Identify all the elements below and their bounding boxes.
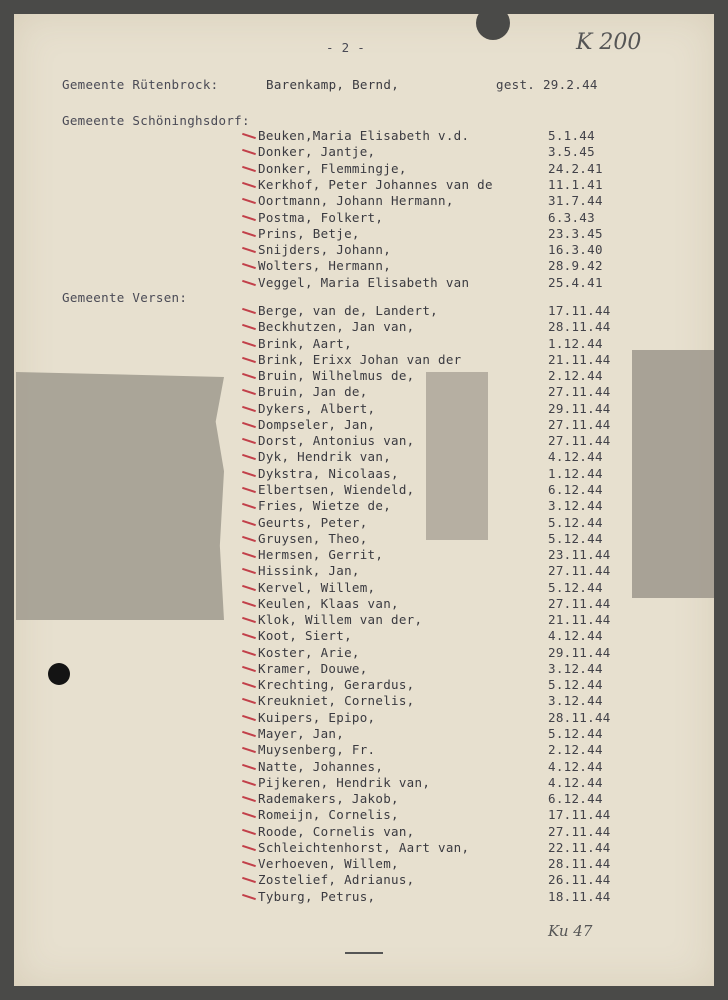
entry-name: Hermsen, Gerrit,	[258, 547, 384, 563]
entry-name: Geurts, Peter,	[258, 514, 368, 530]
entry-date: 22.11.44	[548, 839, 611, 855]
entry-date: 2.12.44	[548, 368, 603, 384]
entry-name: Postma, Folkert,	[258, 209, 384, 225]
entry-name: Berge, van de, Landert,	[258, 303, 438, 318]
entry-name: Dykers, Albert,	[258, 400, 376, 416]
entry-name: Pijkeren, Hendrik van,	[258, 774, 431, 790]
entry-date: 3.5.45	[548, 144, 595, 160]
entry-name: Koster, Arie,	[258, 644, 360, 660]
entry-date: 24.2.41	[548, 160, 603, 176]
entry-name: Wolters, Hermann,	[258, 258, 392, 274]
entry-name: Donker, Jantje,	[258, 144, 376, 160]
entry-date: 29.11.44	[548, 400, 611, 416]
entry-name: Dompseler, Jan,	[258, 416, 376, 432]
punch-hole	[48, 663, 70, 685]
entry-name: Krechting, Gerardus,	[258, 677, 415, 693]
entry-date: 5.12.44	[548, 514, 603, 530]
entry-date: 26.11.44	[548, 872, 611, 888]
entry-date: 25.4.41	[548, 274, 603, 290]
entry-name: Mayer, Jan,	[258, 726, 345, 742]
entry-date: 28.9.42	[548, 258, 603, 274]
entry-date: 5.12.44	[548, 677, 603, 693]
entry-date: 28.11.44	[548, 856, 611, 872]
entry-name: Barenkamp, Bernd,	[266, 77, 400, 92]
entry-date: 27.11.44	[548, 563, 611, 579]
handwritten-signature: Ku 47	[548, 922, 593, 940]
entry-date: 1.12.44	[548, 335, 603, 351]
entry-name: Fries, Wietze de,	[258, 498, 392, 514]
entry-name: Hissink, Jan,	[258, 563, 360, 579]
entry-date: 27.11.44	[548, 433, 611, 449]
entry-date: 3.12.44	[548, 693, 603, 709]
entry-name: Klok, Willem van der,	[258, 612, 423, 628]
entry-name: Natte, Johannes,	[258, 758, 384, 774]
entry-date: 4.12.44	[548, 628, 603, 644]
entry-name: Kramer, Douwe,	[258, 660, 368, 676]
entry-name: Dyk, Hendrik van,	[258, 449, 392, 465]
entry-date: 27.11.44	[548, 823, 611, 839]
entry-date: 16.3.40	[548, 242, 603, 258]
entry-name: Dykstra, Nicolaas,	[258, 465, 399, 481]
entry-name: Bruin, Wilhelmus de,	[258, 368, 415, 384]
entry-name: Kuipers, Epipo,	[258, 709, 376, 725]
entry-date: 6.12.44	[548, 791, 603, 807]
entry-date: 4.12.44	[548, 449, 603, 465]
entry-date: 5.12.44	[548, 579, 603, 595]
entry-date: 31.7.44	[548, 193, 603, 209]
entry-date: 21.11.44	[548, 351, 611, 367]
section-heading: Gemeente Schöninghsdorf:	[62, 113, 250, 128]
entry-date: 28.11.44	[548, 319, 611, 335]
entry-date: 28.11.44	[548, 709, 611, 725]
entry-name: Zostelief, Adrianus,	[258, 872, 415, 888]
entry-name: Oortmann, Johann Hermann,	[258, 193, 454, 209]
entry-date: 27.11.44	[548, 384, 611, 400]
tape-strip-left	[16, 372, 224, 620]
entry-date: 5.12.44	[548, 530, 603, 546]
entry-name: Rademakers, Jakob,	[258, 791, 399, 807]
entry-name: Kreukniet, Cornelis,	[258, 693, 415, 709]
entry-name: Schleichtenhorst, Aart van,	[258, 839, 470, 855]
entry-date: 17.11.44	[548, 807, 611, 823]
entry-name: Veggel, Maria Elisabeth van	[258, 274, 470, 290]
page-number: - 2 -	[326, 40, 366, 55]
entry-name: Snijders, Johann,	[258, 242, 392, 258]
entry-date: gest. 29.2.44	[496, 77, 598, 92]
entry-name: Donker, Flemmingje,	[258, 160, 407, 176]
entry-name: Bruin, Jan de,	[258, 384, 368, 400]
entry-name: Elbertsen, Wiendeld,	[258, 481, 415, 497]
section-heading: Gemeente Versen:	[62, 290, 188, 305]
entry-name: Gruysen, Theo,	[258, 530, 368, 546]
entry-date: 1.12.44	[548, 465, 603, 481]
entry-date: 29.11.44	[548, 644, 611, 660]
entry-name: Beuken,Maria Elisabeth v.d.	[258, 128, 470, 143]
entry-date: 17.11.44	[548, 303, 611, 318]
entry-name: Brink, Aart,	[258, 335, 352, 351]
handwritten-archive-number: K 200	[576, 30, 642, 55]
entry-name: Beckhutzen, Jan van,	[258, 319, 415, 335]
entry-date: 23.11.44	[548, 547, 611, 563]
entry-date: 11.1.41	[548, 176, 603, 192]
entry-name: Roode, Cornelis van,	[258, 823, 415, 839]
entry-date: 6.12.44	[548, 481, 603, 497]
bottom-rule	[345, 952, 383, 954]
entry-name: Prins, Betje,	[258, 225, 360, 241]
entry-name: Koot, Siert,	[258, 628, 352, 644]
entry-date: 3.12.44	[548, 660, 603, 676]
entry-date: 23.3.45	[548, 225, 603, 241]
torn-notch	[476, 6, 510, 40]
entry-date: 2.12.44	[548, 742, 603, 758]
entry-name: Keulen, Klaas van,	[258, 595, 399, 611]
entry-name: Muysenberg, Fr.	[258, 742, 376, 758]
entry-date: 3.12.44	[548, 498, 603, 514]
entry-date: 6.3.43	[548, 209, 595, 225]
entry-name: Brink, Erixx Johan van der	[258, 351, 462, 367]
entry-date: 27.11.44	[548, 416, 611, 432]
section-heading: Gemeente Rütenbrock:	[62, 77, 219, 92]
entry-date: 4.12.44	[548, 774, 603, 790]
entry-name: Kervel, Willem,	[258, 579, 376, 595]
entry-name: Dorst, Antonius van,	[258, 433, 415, 449]
entry-name: Kerkhof, Peter Johannes van de	[258, 176, 493, 192]
tape-strip-middle	[426, 372, 488, 540]
entry-name: Tyburg, Petrus,	[258, 888, 376, 904]
entry-date: 5.1.44	[548, 128, 595, 143]
entry-name: Verhoeven, Willem,	[258, 856, 399, 872]
entry-date: 18.11.44	[548, 888, 611, 904]
entry-name: Romeijn, Cornelis,	[258, 807, 399, 823]
tape-strip-right	[632, 350, 714, 598]
entry-date: 5.12.44	[548, 726, 603, 742]
entry-date: 21.11.44	[548, 612, 611, 628]
entry-date: 27.11.44	[548, 595, 611, 611]
entry-date: 4.12.44	[548, 758, 603, 774]
